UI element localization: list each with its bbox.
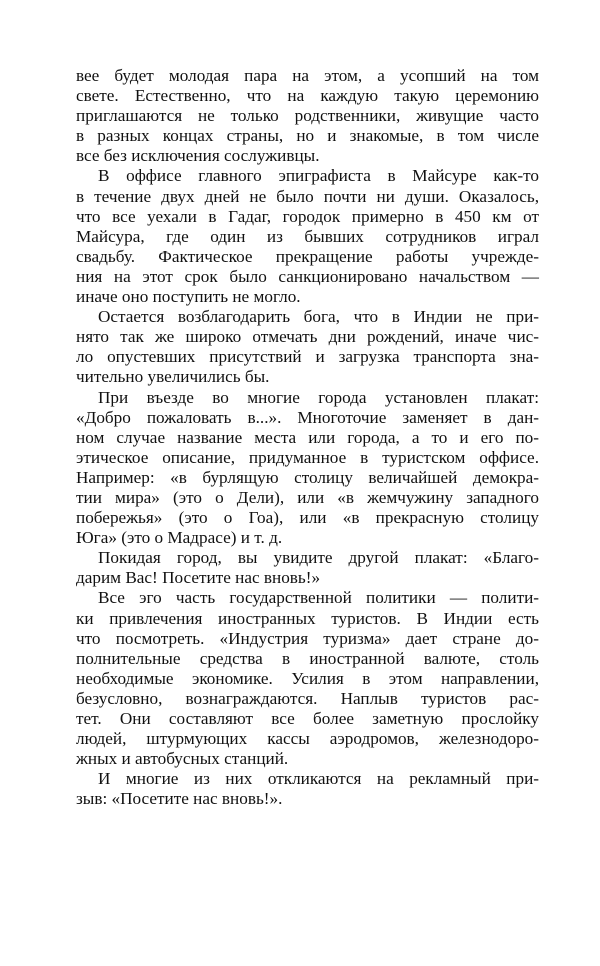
text-line: ло опустевших присутствий и загрузка транспорта зна- [76,347,539,367]
text-line: свете. Естественно, что на каждую такую церемонию [76,86,539,106]
text-line: тии мира» (это о Дели), или «в жемчужину западного [76,487,539,507]
text-line: Например: «в бурлящую столицу величайшей демокра- [76,467,539,487]
text-line: И многие из них откликаются на рекламный при- [98,769,539,789]
text-line: безусловно, вознаграждаются. Наплыв туристов рас- [76,688,539,708]
text-line: в разных концах страны, но и знакомые, в том числе [76,126,539,146]
text-line: тет. Они составляют все более заметную прослойку [76,709,539,728]
text-line: побережья» (это о Гоа), или «в прекрасную столицу [76,508,539,528]
paragraph [76,769,539,809]
text-line: Все эго часть государственной политики — полити- [98,588,539,608]
text-line: этическое описание, придуманное в туристском оффисе. [76,447,539,467]
text-line: нято так же широко отмечать дни рождений, иначе чис- [76,327,539,347]
text-line: ния на этот срок было санкционировано начальством — [76,266,539,286]
paragraph [76,66,539,166]
text-line: в течение двух дней не было почти ни души. Оказалось, [76,186,539,206]
text-line: чительно увеличились бы. [76,367,270,387]
text-line: приглашаются не только родственники, живущие часто [76,106,539,126]
text-line: Юга» (это о Мадрасе) и т. д. [76,528,283,548]
text-line: необходимые экономике. Усилия в этом направлении, [76,668,539,688]
text-line: ки привлечения иностранных туристов. В Индии есть [76,608,539,628]
text-line: что все уехали в Гадаг, городок примерно в 450 км от [76,206,539,226]
text-line: иначе оно поступить не могло. [76,287,301,307]
paragraph [76,588,539,769]
text-line: что посмотреть. «Индустрия туризма» дает стране до- [76,628,539,648]
text-line: полнительные средства в иностранной валюте, столь [76,648,539,668]
text-line: Покидая город, вы увидите другой плакат: «Благо- [98,548,539,568]
text-line: Остается возблагодарить бога, что в Индии не при- [98,307,539,327]
text-line: все без исключения сослуживцы. [76,146,320,166]
paragraph [76,166,539,307]
text-line: дарим Вас! Посетите нас вновь!» [76,568,321,588]
text-line: вее будет молодая пара на этом, а усопший на том [76,66,539,85]
text-line: При въезде во многие города установлен плакат: [98,387,539,407]
text-line: людей, штурмующих кассы аэродромов, железнодоро- [76,729,539,749]
text-line: жных и автобусных станций. [76,749,289,769]
page-body [76,66,539,809]
paragraph [76,307,539,387]
paragraph [76,388,539,549]
text-line: ном случае название места или города, а то и его по- [76,427,539,447]
text-line: В оффисе главного эпиграфиста в Майсуре как-то [98,166,539,186]
paragraph [76,548,539,588]
text-line: «Добро пожаловать в...». Многоточие заменяет в дан- [76,407,539,427]
text-line: Майсура, где один из бывших сотрудников играл [76,226,539,246]
text-line: зыв: «Посетите нас вновь!». [76,789,283,809]
text-line: свадьбу. Фактическое прекращение работы учрежде- [76,246,539,266]
